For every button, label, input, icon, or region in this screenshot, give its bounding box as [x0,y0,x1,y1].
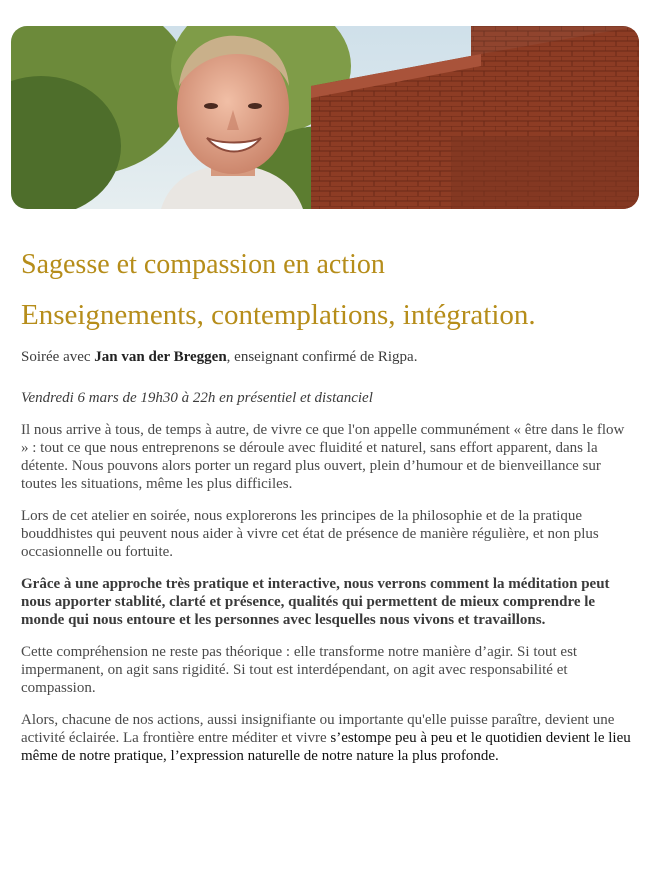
paragraph-understanding: Cette compréhension ne reste pas théorique : elle transforme notre manière d’agir. Si tout est impermanent, on agit sans rigidité. Si tout est interdépendant, on agit avec responsabilité et compassion. [21,644,578,696]
final-part-2: s’estompe peu à peu et le quotidien devient le lieu même de notre pratique, l’expression naturelle de notre nature la plus profonde. [21,730,631,764]
article [21,248,631,765]
intro-suffix: , enseignant confirmé de Rigpa. [226,349,418,365]
page-title: Sagesse et compassion en action [21,249,385,280]
paragraph-workshop: Lors de cet atelier en soirée, nous explorerons les principes de la philosophie et de la pratique bouddhistes qui peuvent nous aider à vivre cet état de présence de manière régulière, et non plus occasionnelle ou fortuite. [21,508,599,560]
paragraph-flow: Il nous arrive à tous, de temps à autre, de vivre ce que l'on appelle communément « être dans le flow » : tout ce que nous entreprenons se déroule avec fluidité et naturel, sans effort apparent, dans la détente. Nous pouvons alors porter un regard plus ouvert, plein d’humour et de bienveillance sur toutes les situations, même les plus difficiles. [21,422,625,492]
paragraph-highlight: Grâce à une approche très pratique et interactive, nous verrons comment la méditation peut nous apporter stablité, clarté et présence, qualités qui permettent de mieux comprendre le monde qui nous entoure et les personnes avec lesquelles nous vivons et travaillons. [21,576,610,628]
intro-line [21,348,631,366]
intro-prefix: Soirée avec [21,349,95,365]
page-subtitle: Enseignements, contemplations, intégration. [21,299,536,331]
portrait-photo [11,26,639,209]
final-part-1: Alors, chacune de nos actions, aussi insignifiante ou importante qu'elle puisse paraître, devient une activité éclairée. La frontière entre méditer et vivre [21,712,615,746]
paragraph-final [21,711,631,765]
hero-portrait-image [11,26,639,209]
event-date: Vendredi 6 mars de 19h30 à 22h en présentiel et distanciel [21,390,373,406]
teacher-name: Jan van der Breggen [94,349,227,365]
